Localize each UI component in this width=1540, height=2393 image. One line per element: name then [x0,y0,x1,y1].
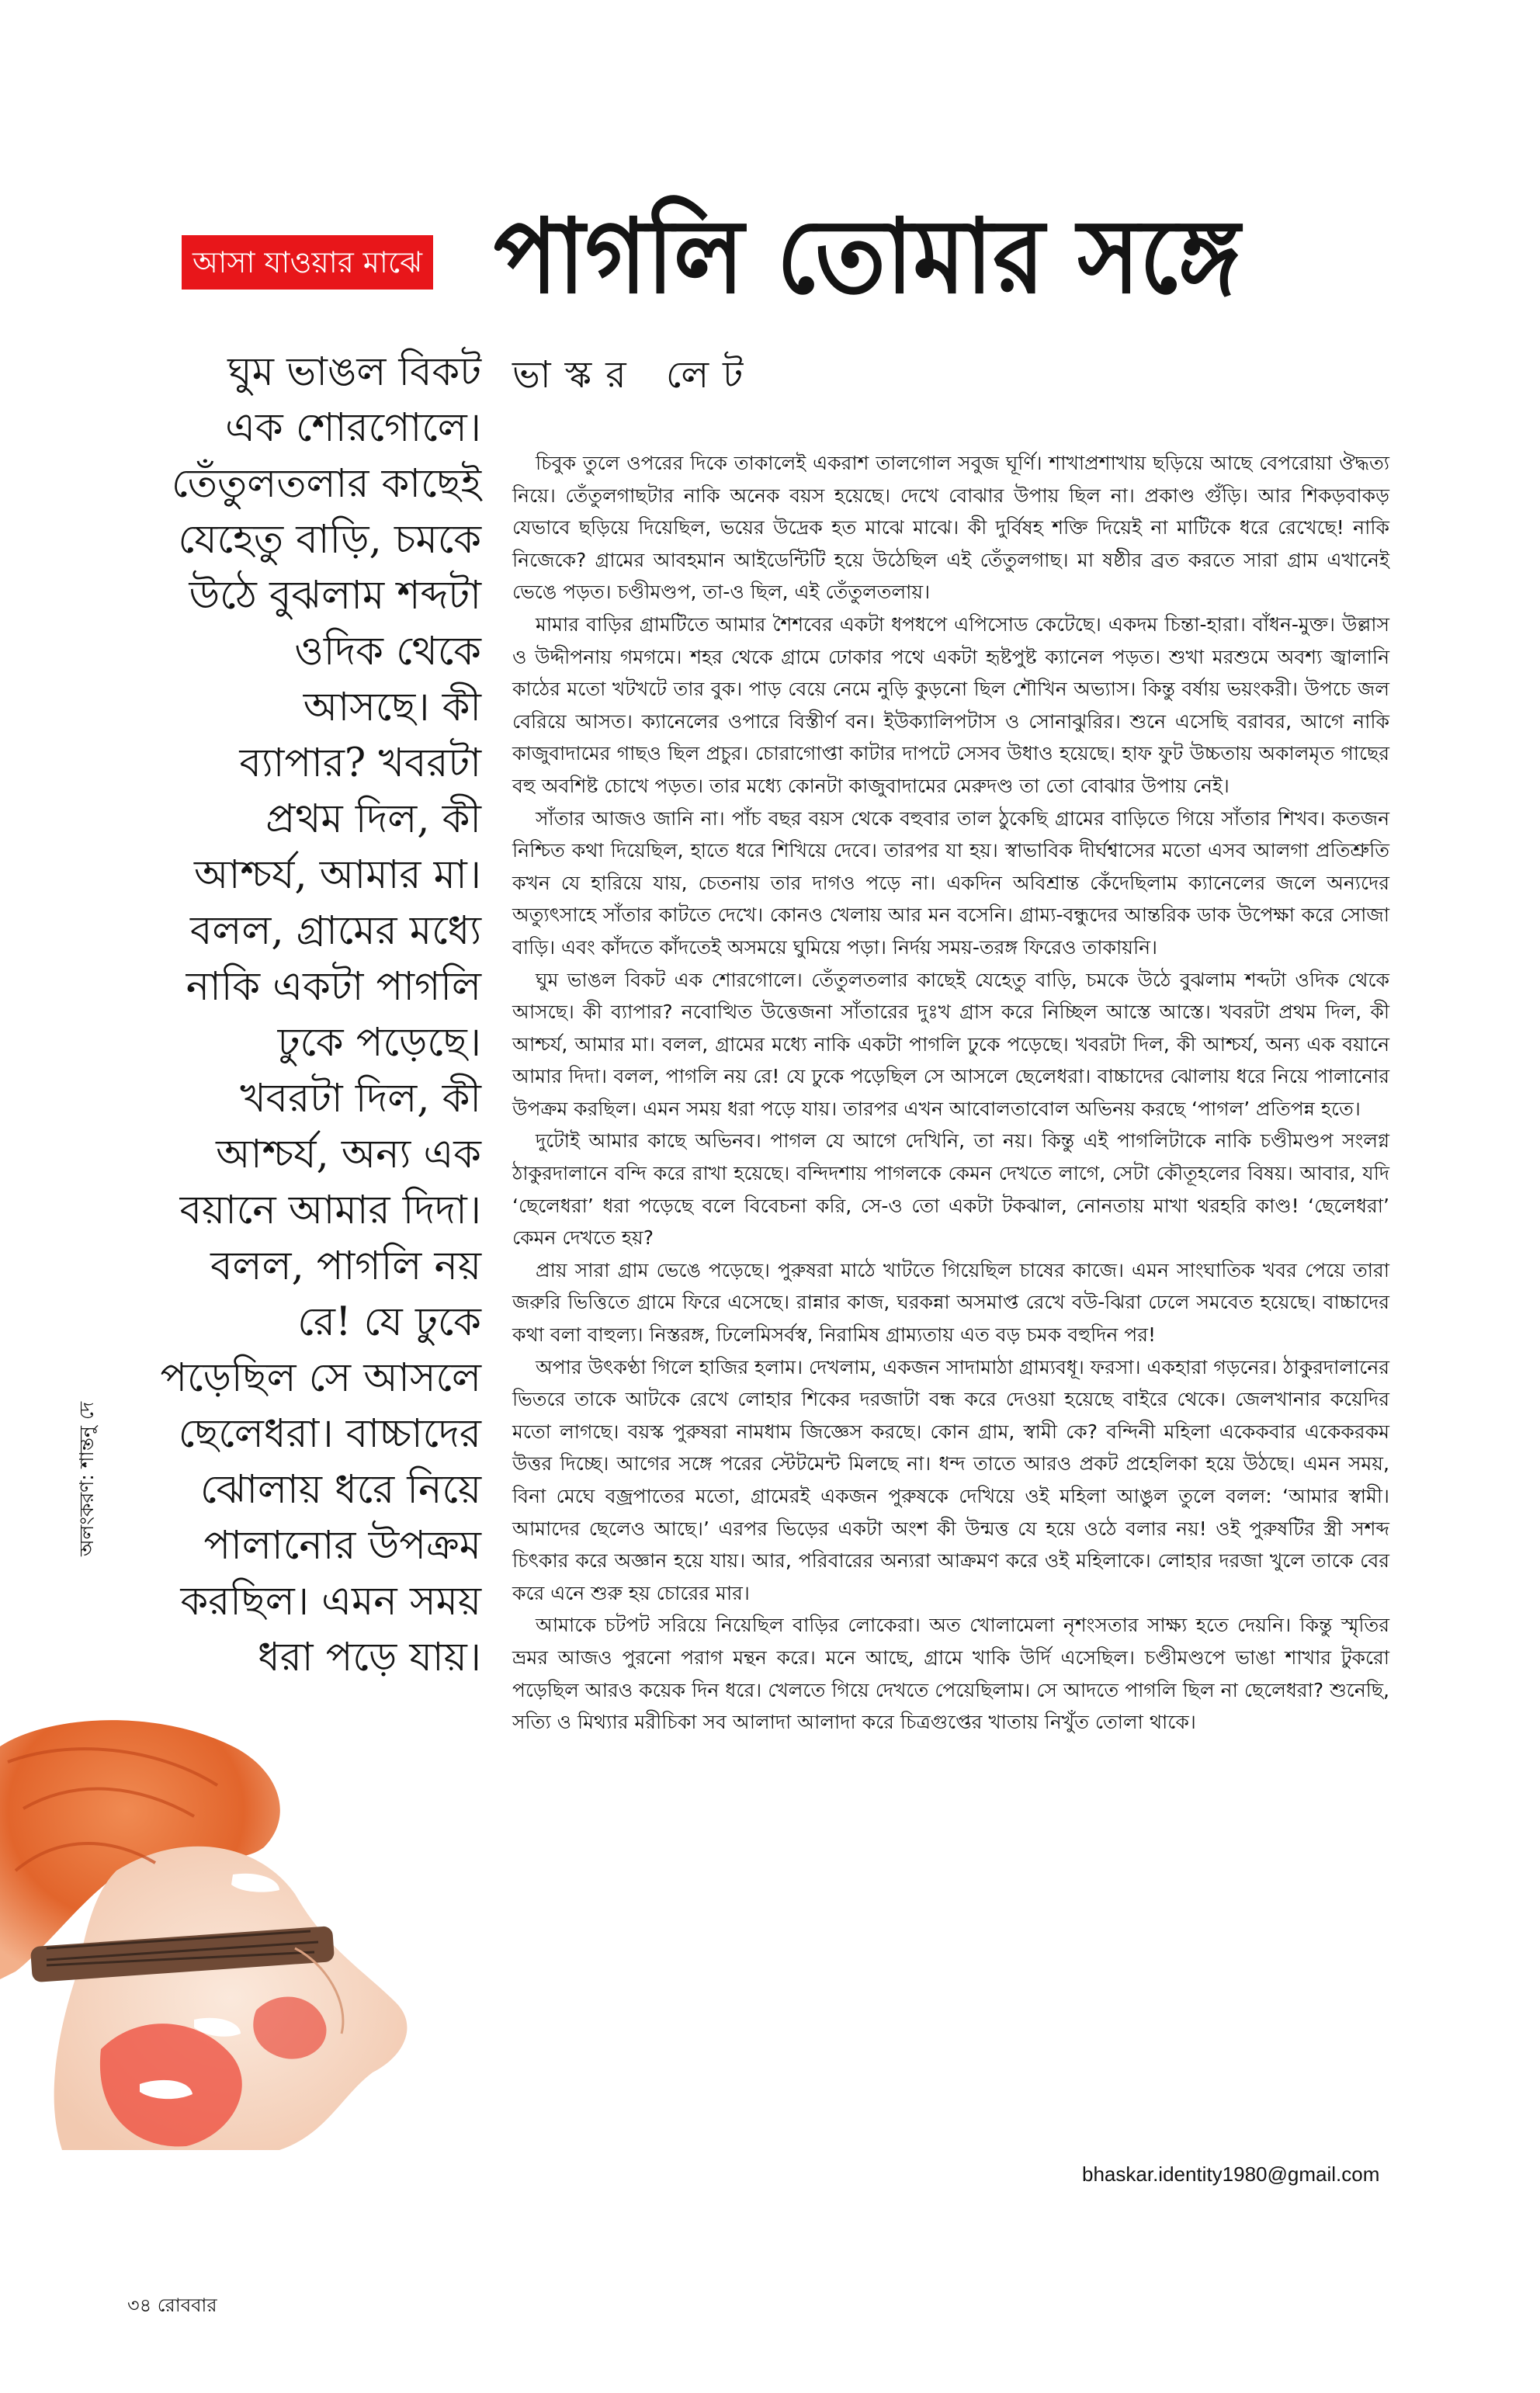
pull-quote-line: আসছে। কী [303,685,481,730]
pull-quote-line: আশ্চর্য, আমার মা। [194,852,481,898]
pull-quote [116,345,481,1686]
pull-quote-line: বয়ানে আমার দিদা। [179,1188,481,1233]
article-paragraph: সাঁতার আজও জানি না। পাঁচ বছর বয়স থেকে বহুবার তাল ঠুকেছি গ্রামের বাড়িতে গিয়ে সাঁতার শিখব। কতজন নিশ্চিত কথা দিয়েছিল, হাতে ধরে শিখিয়ে দেবে। তারপর যা হয়। স্বাভাবিক দীর্ঘশ্বাসের মতো এসব আলগা প্রতিশ্রুতি কখন যে হারিয়ে যায়, চেতনায় তার দাগও পড়ে না। একদিন অবিশ্রান্ত কেঁদেছিলাম ক্যানেলের জলে অন্যদের অত্যুৎসাহে সাঁতার কাটতে দেখে। কোনও খেলায় আর মন বসেনি। গ্রাম্য-বন্ধুদের আন্তরিক ডাক উপেক্ষা করে সোজা বাড়ি। এবং কাঁদতে কাঁদতেই অসময়ে ঘুমিয়ে পড়া। নির্দয় সময়-তরঙ্গ ফিরেও তাকায়নি। [512,806,1389,959]
pull-quote-line: বলল, পাগলি নয় [210,1243,481,1289]
article-paragraph: প্রায় সারা গ্রাম ভেঙে পড়েছে। পুরুষরা মাঠে খাটতে গিয়েছিল চাষের কাজে। এমন সাংঘাতিক খবর পেয়ে তারা জরুরি ভিত্তিতে গ্রামে ফিরে এসেছে। রান্নার কাজ, ঘরকন্না অসমাপ্ত রেখে বউ-ঝিরা ঢেলে সমবেত হয়েছে। বাচ্চাদের কথা বলা বাহুল্য। নিস্তরঙ্গ, ঢিলেমিসর্বস্ব, নিরামিষ গ্রাম্যতায় এত বড় চমক বহুদিন পর! [512,1258,1389,1347]
article-paragraph: চিবুক তুলে ওপরের দিকে তাকালেই একরাশ তালগোল সবুজ ঘূর্ণি। শাখাপ্রশাখায় ছড়িয়ে আছে বেপরোয়া ঔদ্ধত্য নিয়ে। তেঁতুলগাছটার নাকি অনেক বয়স হয়েছে। দেখে বোঝার উপায় ছিল না। প্রকাণ্ড গুঁড়ি। আর শিকড়বাকড় যেভাবে ছড়িয়ে দিয়েছিল, ভয়ের উদ্রেক হত মাঝে মাঝে। কী দুর্বিষহ শক্তি দিয়েই না মাটিকে ধরে রেখেছে! নাকি নিজেকে? গ্রামের আবহমান আইডেন্টিটি হয়ে উঠেছিল এই তেঁতুলগাছ। মা ষষ্ঠীর ব্রত করতে সারা গ্রাম এখানেই ভেঙে পড়ত। চণ্ডীমণ্ডপ, তা-ও ছিল, এই তেঁতুলতলায়। [512,452,1389,604]
pull-quote-line: আশ্চর্য, অন্য এক [216,1132,481,1177]
pull-quote-line: ধরা পড়ে যায়। [258,1635,481,1680]
pull-quote-line: করছিল। এমন সময় [180,1579,481,1625]
pull-quote-line: ছেলেধরা। বাচ্চাদের [178,1411,481,1457]
pull-quote-line: পড়েছিল সে আসলে [160,1355,481,1401]
byline: ভাস্কর লেট [512,353,758,397]
article-paragraph: মামার বাড়ির গ্রামটিতে আমার শৈশবের একটা ধপধপে এপিসোড কেটেছে। একদম চিন্তা-হারা। বাঁধন-মুক্ত। উল্লাস ও উদ্দীপনায় গমগমে। শহর থেকে গ্রামে ঢোকার পথে একটা হৃষ্টপুষ্ট ক্যানেল পড়ত। শুখা মরশুমে অবশ্য জ্বালানি কাঠের মতো খটখটে তার বুক। পাড় বেয়ে নেমে নুড়ি কুড়নো ছিল শৌখিন অভ্যাস। কিন্তু বর্ষায় ভয়ংকরী। উপচে জল বেরিয়ে আসত। ক্যানেলের ওপারে বিস্তীর্ণ বন। ইউক্যালিপটাস ও সোনাঝুরির। শুনে এসেছি বরাবর, আগে নাকি কাজুবাদামের গাছও ছিল প্রচুর। চোরাগোপ্তা কাটার দাপটে সেসব উধাও হয়েছে। হাফ ফুট উচ্চতায় অকালমৃত গাছের বহু অবশিষ্ট চোখে পড়ত। তার মধ্যে কোনটা কাজুবাদামের মেরুদণ্ড তা তো বোঝার উপায় নেই। [512,612,1389,797]
article-paragraph: ঘুম ভাঙল বিকট এক শোরগোলে। তেঁতুলতলার কাছেই যেহেতু বাড়ি, চমকে উঠে বুঝলাম শব্দটা ওদিক থেকে আসছে। কী ব্যাপার? নবোত্থিত উত্তেজনা সাঁতারের দুঃখ গ্রাস করে নিচ্ছিল আস্তে আস্তে। খবরটা প্রথম দিল, কী আশ্চর্য, আমার মা। বলল, গ্রামের মধ্যে নাকি একটা পাগলি ঢুকে পড়েছে। খবরটা দিল, কী আশ্চর্য, অন্য এক বয়ানে আমার দিদা। বলল, পাগলি নয় রে! যে ঢুকে পড়েছিল সে আসলে ছেলেধরা। বাচ্চাদের ঝোলায় ধরে নিয়ে পালানোর উপক্রম করছিল। এমন সময় ধরা পড়ে যায়। তারপর এখন আবোলতাবোল অভিনয় করছে ‘পাগল’ প্রতিপন্ন হতে। [512,968,1389,1120]
pull-quote-line: বলল, গ্রামের মধ্যে [189,908,481,954]
pull-quote-line: নাকি একটা পাগলি [186,964,481,1010]
pull-quote-line: এক শোরগোলে। [225,405,481,451]
illustration-credit: অলংকরণ: শান্তনু দে [75,1401,98,1556]
pull-quote-line: রে! যে ঢুকে [297,1299,481,1345]
pull-quote-line: উঠে বুঝলাম শব্দটা [189,573,481,619]
pull-quote-line: ব্যাপার? খবরটা [239,740,481,786]
article-paragraph: আমাকে চটপট সরিয়ে নিয়েছিল বাড়ির লোকেরা। অত খোলামেলা নৃশংসতার সাক্ষ্য হতে দেয়নি। কিন্তু স্মৃতির ভ্রমর আজও পুরনো পরাগ মন্থন করে। মনে আছে, গ্রামে খাকি উর্দি এসেছিল। চণ্ডীমণ্ডপে ভাঙা শাখার টুকরো পড়েছিল আরও কয়েক দিন ধরে। খেলতে গিয়ে দেখতে পেয়েছিলাম। সে আদতে পাগলি ছিল না ছেলেধরা? শুনেছি, সত্যি ও মিথ্যার মরীচিকা সব আলাদা আলাদা করে চিত্রগুপ্তের খাতায় নিখুঁত তোলা থাকে। [512,1614,1389,1734]
page-folio: ৩৪ রোববার [127,2294,217,2316]
article-paragraph: দুটোই আমার কাছে অভিনব। পাগল যে আগে দেখিনি, তা নয়। কিন্তু এই পাগলিটাকে নাকি চণ্ডীমণ্ডপ সংলগ্ন ঠাকুরদালানে বন্দি করে রাখা হয়েছে। বন্দিদশায় পাগলকে কেমন দেখতে লাগে, সেটা কৌতূহলের বিষয়। আবার, যদি ‘ছেলেধরা’ ধরা পড়েছে বলে বিবেচনা করি, সে-ও তো একটা টকঝাল, নোনতায় মাখা থরহরি কাণ্ড! ‘ছেলেধরা’ কেমন দেখতে হয়? [512,1129,1389,1250]
article-body [512,447,1389,1739]
headline: পাগলি তোমার সঙ্গে [494,196,1240,317]
pull-quote-line: যেহেতু বাড়ি, চমকে [178,517,481,563]
pull-quote-line: ঢুকে পড়েছে। [277,1020,481,1066]
illustration [0,1715,497,2150]
pull-quote-line: তেঁতুলতলার কাছেই [172,461,481,507]
pull-quote-line: পালানোর উপক্রম [203,1523,481,1569]
pull-quote-line: ঘুম ভাঙল বিকট [227,349,481,395]
author-email: bhaskar.identity1980@gmail.com [1082,2162,1380,2186]
pull-quote-line: খবরটা দিল, কী [240,1076,481,1122]
article-paragraph: অপার উৎকণ্ঠা গিলে হাজির হলাম। দেখলাম, একজন সাদামাঠা গ্রাম্যবধূ। ফরসা। একহারা গড়নের। ঠাকুরদালানের ভিতরে তাকে আটকে রেখে লোহার শিকের দরজাটা বন্ধ করে দেওয়া হয়েছে বাইরে থেকে। জেলখানার কয়েদির মতো লাগছে। বয়স্ক পুরুষরা নামধাম জিজ্ঞেস করছে। কোন গ্রাম, স্বামী কে? বন্দিনী মহিলা একেকবার একেকরকম উত্তর দিচ্ছে। আগের সঙ্গে পরের স্টেটমেন্ট মিলছে না। ধন্দ তাতে আরও প্রকট প্রহেলিকা হয়ে উঠছে। এমন সময়, বিনা মেঘে বজ্রপাতের মতো, গ্রামেরই একজন পুরুষকে দেখিয়ে ওই মহিলা আঙুল তুলে বলল: ‘আমার স্বামী। আমাদের ছেলেও আছে।’ এরপর ভিড়ের একটা অংশ কী উন্মত্ত যে হয়ে ওঠে বলার নয়! ওই পুরুষটির স্ত্রী সশব্দ চিৎকার করে অজ্ঞান হয়ে যায়। আর, পরিবারের অন্যরা আক্রমণ করে ওই মহিলাকে। লোহার দরজা খুলে তাকে বের করে এনে শুরু হয় চোরের মার। [512,1355,1389,1604]
pull-quote-line: প্রথম দিল, কী [265,796,481,842]
pull-quote-line: ওদিক থেকে [294,629,481,675]
pull-quote-line: ঝোলায় ধরে নিয়ে [199,1467,481,1513]
section-tag: আসা যাওয়ার মাঝে [182,235,433,290]
